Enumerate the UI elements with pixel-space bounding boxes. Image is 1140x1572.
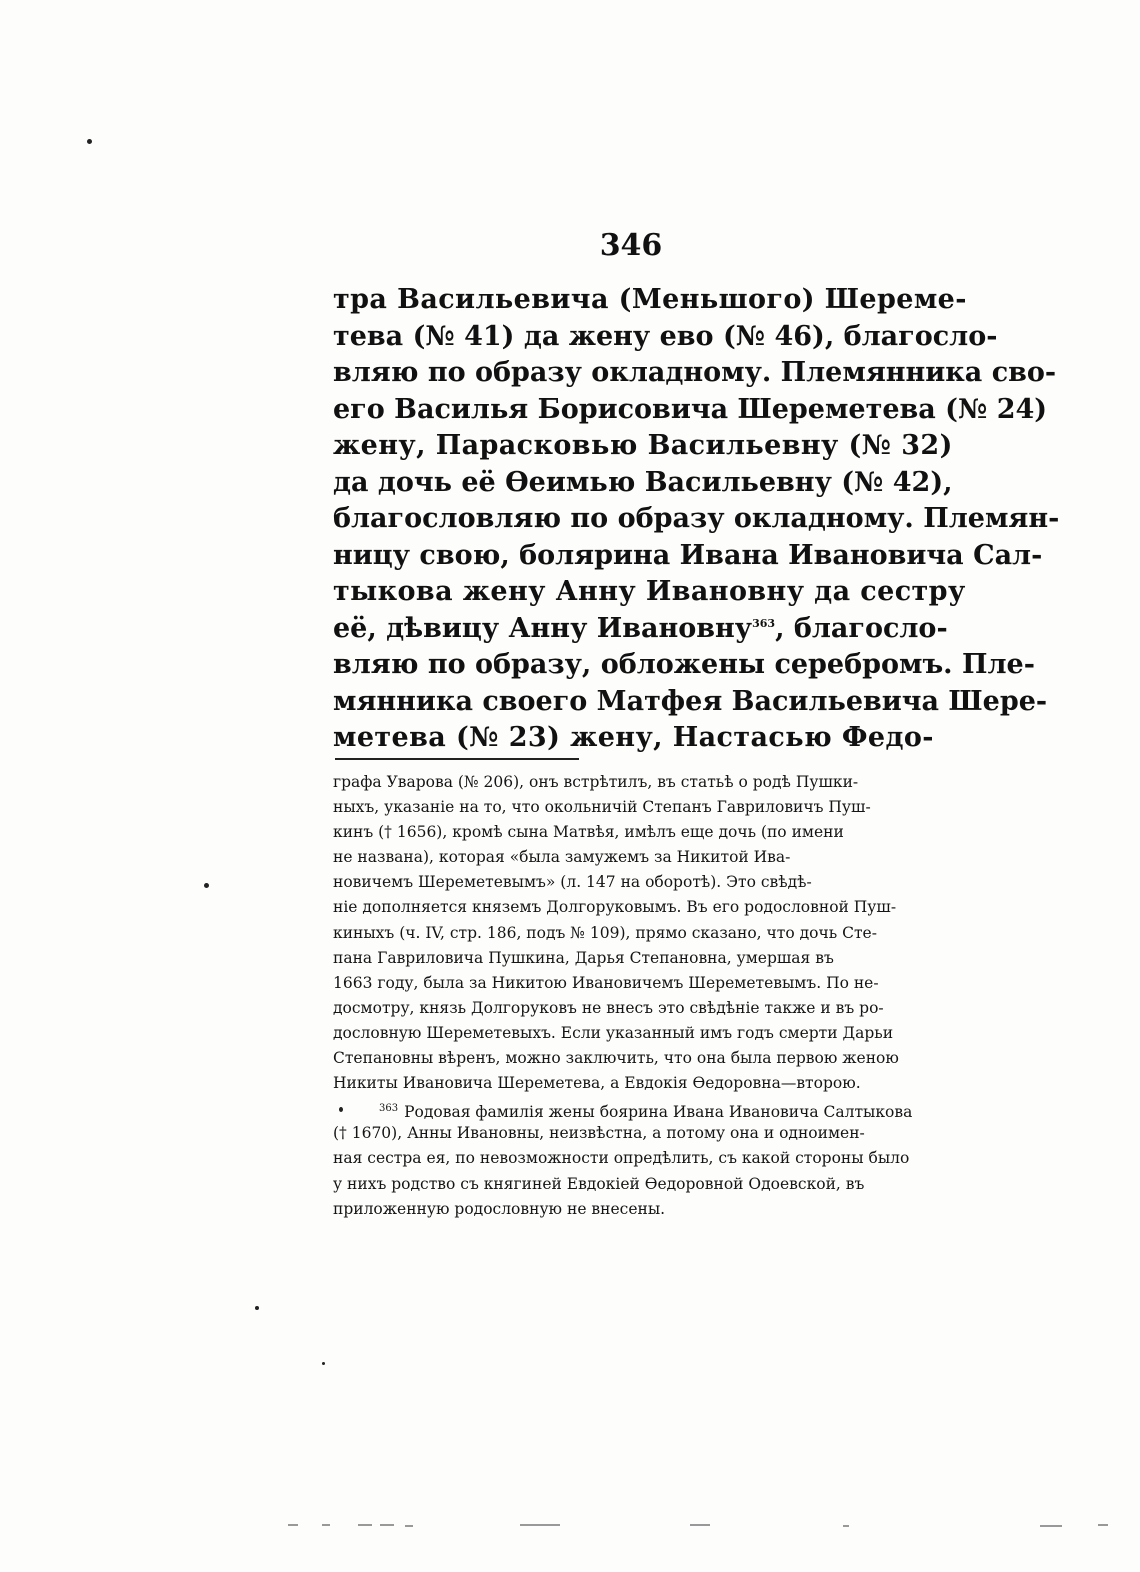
footnote-line: пана Гавриловича Пушкина, Дарья Степановна, умершая въ [333, 948, 834, 967]
footnote-line: не названа), которая «была замужемъ за Никитой Ива- [333, 848, 791, 867]
scan-speck [322, 1362, 325, 1365]
line-text: её, дѣвицу Анну Ивановну [333, 612, 753, 644]
scan-artifact [288, 1524, 298, 1526]
scan-artifact [405, 1525, 413, 1527]
text-line: мянника своего Матфея Васильевича Шере- [333, 685, 1048, 717]
footnotes [333, 770, 927, 1222]
line-text: , благосло- [775, 612, 948, 644]
scan-artifact [1040, 1525, 1062, 1527]
footnote-line: ная сестра ея, по невозможности опредѣлить, съ какой стороны было [333, 1149, 910, 1168]
scan-speck [204, 883, 209, 888]
footnote-line: приложенную родословную не внесены. [333, 1199, 666, 1218]
footnote-separator [335, 758, 579, 760]
footnote-line: досмотру, князь Долгоруковъ не внесъ это свѣдѣніе также и въ ро- [333, 998, 884, 1017]
text-line: благословляю по образу окладному. Племян- [333, 503, 1060, 534]
text-line: вляю по образу, обложены серебромъ. Пле- [333, 649, 1035, 680]
footnote-line: дословную Шереметевыхъ. Если указанный имъ годъ смерти Дарьи [333, 1023, 894, 1042]
footnote-line: 1663 году, была за Никитою Ивановичемъ Шереметевымъ. По не- [333, 973, 879, 992]
footnote-line: кинъ († 1656), кромѣ сына Матвѣя, имѣлъ еще дочь (по имени [333, 823, 844, 842]
page-number: 346 [599, 228, 663, 263]
footnote-line: († 1670), Анны Ивановны, неизвѣстна, а потому она и одноимен- [333, 1124, 865, 1143]
footnote-line: киныхъ (ч. IV, стр. 186, подъ № 109), прямо сказано, что дочь Сте- [333, 923, 877, 942]
scan-artifact [520, 1524, 560, 1526]
scan-artifact [322, 1524, 330, 1526]
scan-artifact [1098, 1524, 1108, 1526]
footnote-text: Родовая фамилія жены боярина Ивана Ивановича Салтыкова [404, 1103, 913, 1122]
text-line-with-footnote-ref [333, 611, 948, 648]
text-line: тра Васильевича (Меньшого) Шереме- [333, 284, 967, 315]
scan-speck [255, 1306, 259, 1310]
text-line: ницу свою, болярина Ивана Ивановича Сал- [333, 539, 1043, 571]
footnote-line: Никиты Ивановича Шереметева, а Евдокія Ѳедоровна—второю. [333, 1074, 861, 1093]
scan-speck [87, 139, 92, 144]
footnote-line: у нихъ родство съ княгиней Евдокіей Ѳедоровной Одоевской, въ [333, 1174, 865, 1193]
scan-artifact [358, 1524, 372, 1526]
text-line: тева (№ 41) да жену ево (№ 46), благосло- [333, 320, 998, 352]
footnote-line: новичемъ Шереметевымъ» (л. 147 на оборотѣ). Это свѣдѣ- [333, 873, 812, 892]
text-line: жену, Парасковью Васильевну (№ 32) [333, 430, 953, 461]
footnote-line: ныхъ, указаніе на то, что окольничій Степанъ Гавриловичъ Пуш- [333, 798, 871, 817]
footnote-reference: 363 [752, 616, 776, 630]
text-line: да дочь её Ѳеимью Васильевну (№ 42), [333, 466, 953, 498]
text-line: метева (№ 23) жену, Настасью Федо- [333, 722, 934, 753]
scan-artifact [843, 1525, 849, 1527]
footnote-line: ніе дополняется княземъ Долгоруковымъ. Въ его родословной Пуш- [333, 898, 897, 917]
main-text [333, 282, 1060, 757]
footnote-363-first-line [333, 1096, 927, 1121]
text-line: тыкова жену Анну Ивановну да сестру [333, 576, 966, 607]
footnote-number: 363 [379, 1103, 399, 1115]
footnote-line: Степановны вѣренъ, можно заключить, что она была первою женою [333, 1049, 899, 1068]
scan-artifact [380, 1524, 394, 1526]
text-line: вляю по образу окладному. Племянника сво- [333, 357, 1057, 388]
footnote-line: графа Уварова (№ 206), онъ встрѣтилъ, въ статьѣ о родѣ Пушки- [333, 773, 859, 791]
scan-speck [339, 1107, 343, 1112]
text-line: его Василья Борисовича Шереметева (№ 24) [333, 393, 1048, 425]
scan-artifact [690, 1524, 710, 1526]
